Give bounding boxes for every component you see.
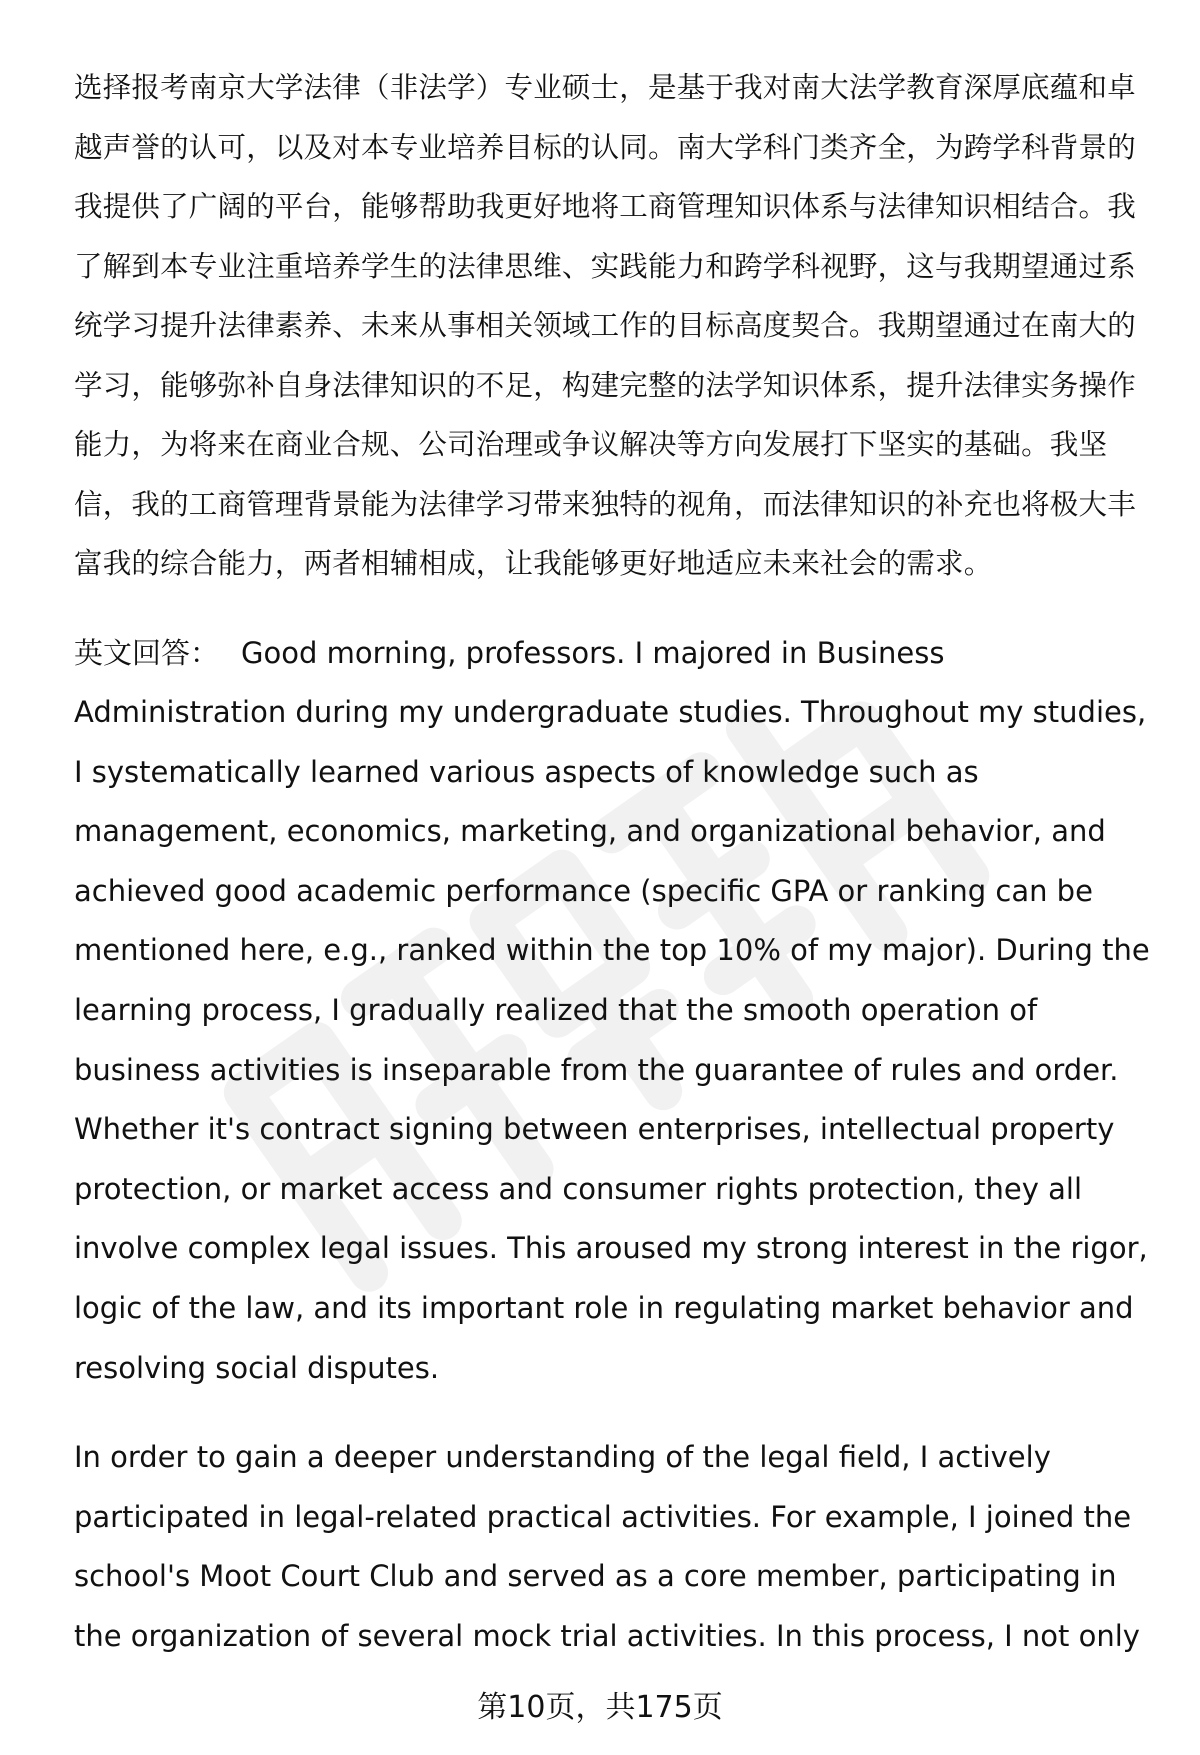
document-body	[74, 58, 1154, 1697]
english-answer-label: 英文回答：	[74, 635, 220, 670]
english-answer-text: Good morning, professors. I majored in Business Administration during my undergraduate studies. Throughout my studies, I systematically learned various aspects of knowledge such as management, economics, marketing, and organizational behavior, and achieved good academic performance (specific GPA or ranking can be mentioned here, e.g., ranked within the top 10% of my major). During the learning process, I gradually realized that the smooth operation of business activities is inseparable from the guarantee of rules and order. Whether it's contract signing between enterprises, intellectual property protection, or market access and consumer rights protection, they all involve complex legal issues. This aroused my strong interest in the rigor, logic of the law, and its important role in regulating market behavior and resolving social disputes.	[74, 635, 1150, 1385]
paragraph-english-answer	[74, 624, 1154, 1399]
page-number-footer: 第10页，共175页	[477, 1690, 723, 1725]
paragraph-practical-activities: In order to gain a deeper understanding of the legal field, I actively participated in legal-related practical activities. For example, I joined the school's Moot Court Club and served as a core member, participating in the organization of several mock trial activities. In this process, I not only	[74, 1440, 1140, 1653]
paragraph-chinese-reason: 选择报考南京大学法律（非法学）专业硕士，是基于我对南大法学教育深厚底蕴和卓越声誉的认可，以及对本专业培养目标的认同。南大学科门类齐全，为跨学科背景的我提供了广阔的平台，能够帮助我更好地将工商管理知识体系与法律知识相结合。我了解到本专业注重培养学生的法律思维、实践能力和跨学科视野，这与我期望通过系统学习提升法律素养、未来从事相关领域工作的目标高度契合。我期望通过在南大的学习，能够弥补自身法律知识的不足，构建完整的法学知识体系，提升法律实务操作能力，为将来在商业合规、公司治理或争议解决等方向发展打下坚实的基础。我坚信，我的工商管理背景能为法律学习带来独特的视角，而法律知识的补充也将极大丰富我的综合能力，两者相辅相成，让我能够更好地适应未来社会的需求。	[74, 71, 1136, 580]
